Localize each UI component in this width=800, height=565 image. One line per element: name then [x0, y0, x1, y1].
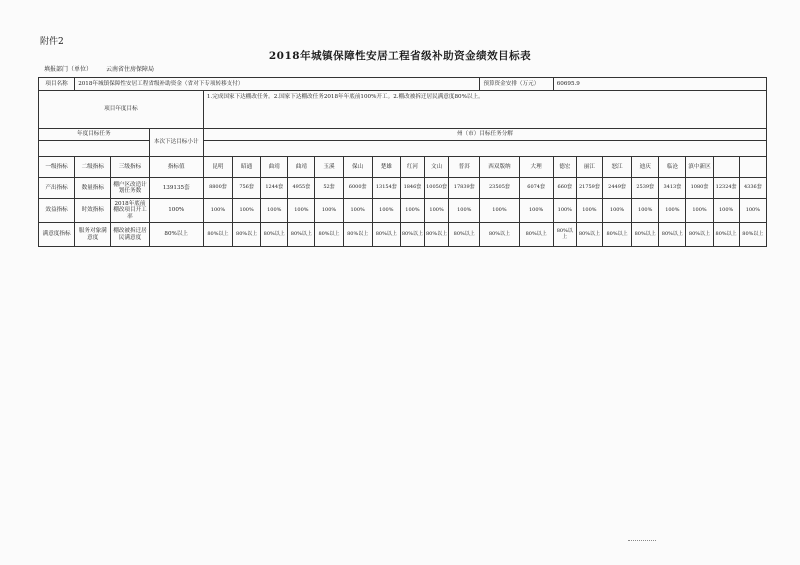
row-level3: 棚户区改造计划任务数 — [111, 178, 149, 199]
goal-label: 项目年度目标 — [39, 91, 204, 129]
prefecture-header: 迪庆 — [632, 157, 659, 178]
prefecture-header: 曲靖 — [261, 157, 288, 178]
prefecture-header: 曲靖 — [288, 157, 315, 178]
row-target: 139135套 — [149, 178, 203, 199]
goal-row — [39, 91, 767, 129]
row-level3: 棚改被拆迁居民满意度 — [111, 223, 149, 247]
table-cell: 80%以上 — [203, 223, 232, 247]
table-cell: 100% — [400, 199, 424, 223]
table-cell: 23505套 — [480, 178, 519, 199]
table-cell: 13154套 — [372, 178, 400, 199]
table-cell: 100% — [602, 199, 631, 223]
table-cell: 10050套 — [425, 178, 449, 199]
table-cell: 80%以上 — [449, 223, 480, 247]
row-target: 100% — [149, 199, 203, 223]
table-cell: 100% — [261, 199, 288, 223]
prefecture-header: 滇中新区 — [686, 157, 713, 178]
row-level1: 满意度指标 — [39, 223, 75, 247]
issued-subtotal-header: 本次下达目标小计 — [149, 129, 203, 157]
table-row — [39, 178, 767, 199]
level3-header: 三级指标 — [111, 157, 149, 178]
table-cell: 52套 — [315, 178, 343, 199]
table-cell: 8800套 — [203, 178, 232, 199]
prefecture-header: 保山 — [343, 157, 372, 178]
table-cell: 80%以上 — [602, 223, 631, 247]
prefecture-header: 丽江 — [576, 157, 602, 178]
performance-table — [38, 77, 767, 247]
table-cell: 3413套 — [659, 178, 686, 199]
breakdown-header: 州（市）目标任务分解 — [203, 129, 766, 141]
table-cell: 17839套 — [449, 178, 480, 199]
header-row-3 — [39, 157, 767, 178]
level2-header: 二级指标 — [75, 157, 111, 178]
table-cell: 100% — [315, 199, 343, 223]
table-cell: 100% — [288, 199, 315, 223]
project-name-value: 2018年城镇保障性安居工程省级补助资金（省对下专项转移支付） — [75, 78, 480, 91]
table-cell: 100% — [632, 199, 659, 223]
table-cell: 100% — [343, 199, 372, 223]
prefecture-header: 德宏 — [553, 157, 576, 178]
table-cell: 756套 — [233, 178, 261, 199]
table-cell: 80%以上 — [576, 223, 602, 247]
table-cell: 80%以上 — [372, 223, 400, 247]
row-target: 80%以上 — [149, 223, 203, 247]
table-cell: 100% — [203, 199, 232, 223]
table-cell: 100% — [686, 199, 713, 223]
department-label: 填报部门（单位） — [44, 66, 93, 73]
table-cell: 1846套 — [400, 178, 424, 199]
table-cell: 4955套 — [288, 178, 315, 199]
row-level2: 数量指标 — [75, 178, 111, 199]
table-cell: 100% — [372, 199, 400, 223]
table-cell: 80%以上 — [425, 223, 449, 247]
table-cell: 80%以上 — [632, 223, 659, 247]
prefecture-header: 普洱 — [449, 157, 480, 178]
data-rows — [39, 178, 767, 247]
table-row — [39, 223, 767, 247]
table-cell: 100% — [553, 199, 576, 223]
table-cell: 80%以上 — [686, 223, 713, 247]
project-name-label: 项目名称 — [39, 78, 75, 91]
table-cell: 6000套 — [343, 178, 372, 199]
budget-label: 预算资金安排（万元） — [480, 78, 553, 91]
table-cell: 80%以上 — [519, 223, 553, 247]
table-cell: 100% — [425, 199, 449, 223]
table-cell: 80%以上 — [480, 223, 519, 247]
table-cell: 2449套 — [602, 178, 631, 199]
row-level1: 产出指标 — [39, 178, 75, 199]
table-cell: 80%以上 — [739, 223, 766, 247]
row-level2: 服务对象满意度 — [75, 223, 111, 247]
table-cell: 80%以上 — [553, 223, 576, 247]
table-cell: 80%以上 — [315, 223, 343, 247]
table-cell: 80%以上 — [261, 223, 288, 247]
table-cell: 100% — [480, 199, 519, 223]
prefecture-header: 红河 — [400, 157, 424, 178]
document-title: 2018年城镇保障性安居工程省级补助资金绩效目标表 — [268, 50, 532, 62]
row-level3: 2018年底前棚改项目开工率 — [111, 199, 149, 223]
table-cell: 21759套 — [576, 178, 602, 199]
prefecture-header: 西双版纳 — [480, 157, 519, 178]
header-row-1 — [39, 129, 767, 141]
table-cell: 80%以上 — [233, 223, 261, 247]
prefecture-header: 楚雄 — [372, 157, 400, 178]
header-row-2 — [39, 141, 767, 157]
table-cell: 80%以上 — [713, 223, 739, 247]
table-cell: 660套 — [553, 178, 576, 199]
row-level2: 时效指标 — [75, 199, 111, 223]
table-cell: 1244套 — [261, 178, 288, 199]
annual-target-header: 年度目标任务 — [39, 129, 150, 141]
table-cell: 80%以上 — [343, 223, 372, 247]
table-cell: 100% — [449, 199, 480, 223]
prefecture-header: 临沧 — [659, 157, 686, 178]
budget-value: 60695.9 — [553, 78, 766, 91]
prefecture-header: 大理 — [519, 157, 553, 178]
table-cell: 100% — [233, 199, 261, 223]
table-cell: 2539套 — [632, 178, 659, 199]
table-row — [39, 199, 767, 223]
prefecture-header: 文山 — [425, 157, 449, 178]
table-cell: 6074套 — [519, 178, 553, 199]
prefecture-header: 昆明 — [203, 157, 232, 178]
table-cell: 100% — [576, 199, 602, 223]
table-cell: 100% — [659, 199, 686, 223]
table-cell: 100% — [739, 199, 766, 223]
table-cell: 80%以上 — [400, 223, 424, 247]
project-row — [39, 78, 767, 91]
row-level1: 效益指标 — [39, 199, 75, 223]
attachment-label: 附件2 — [40, 37, 64, 47]
table-cell: 100% — [713, 199, 739, 223]
table-cell: 80%以上 — [659, 223, 686, 247]
department-value: 云南省住房保障局 — [105, 66, 154, 73]
page-mark — [628, 540, 656, 547]
prefecture-header: 玉溪 — [315, 157, 343, 178]
table-cell: 4336套 — [739, 178, 766, 199]
level1-header: 一级指标 — [39, 157, 75, 178]
table-cell: 12324套 — [713, 178, 739, 199]
department-line — [44, 64, 154, 73]
table-cell: 1080套 — [686, 178, 713, 199]
target-header: 指标值 — [149, 157, 203, 178]
prefecture-header: 怒江 — [602, 157, 631, 178]
prefecture-header: 昭通 — [233, 157, 261, 178]
goal-text: 1.完成国家下达棚改任务。2.国家下达棚改任务2018年年底前100%开工。2.棚改被拆迁居民满意度80%以上。 — [203, 91, 766, 129]
table-cell: 80%以上 — [288, 223, 315, 247]
table-cell: 100% — [519, 199, 553, 223]
